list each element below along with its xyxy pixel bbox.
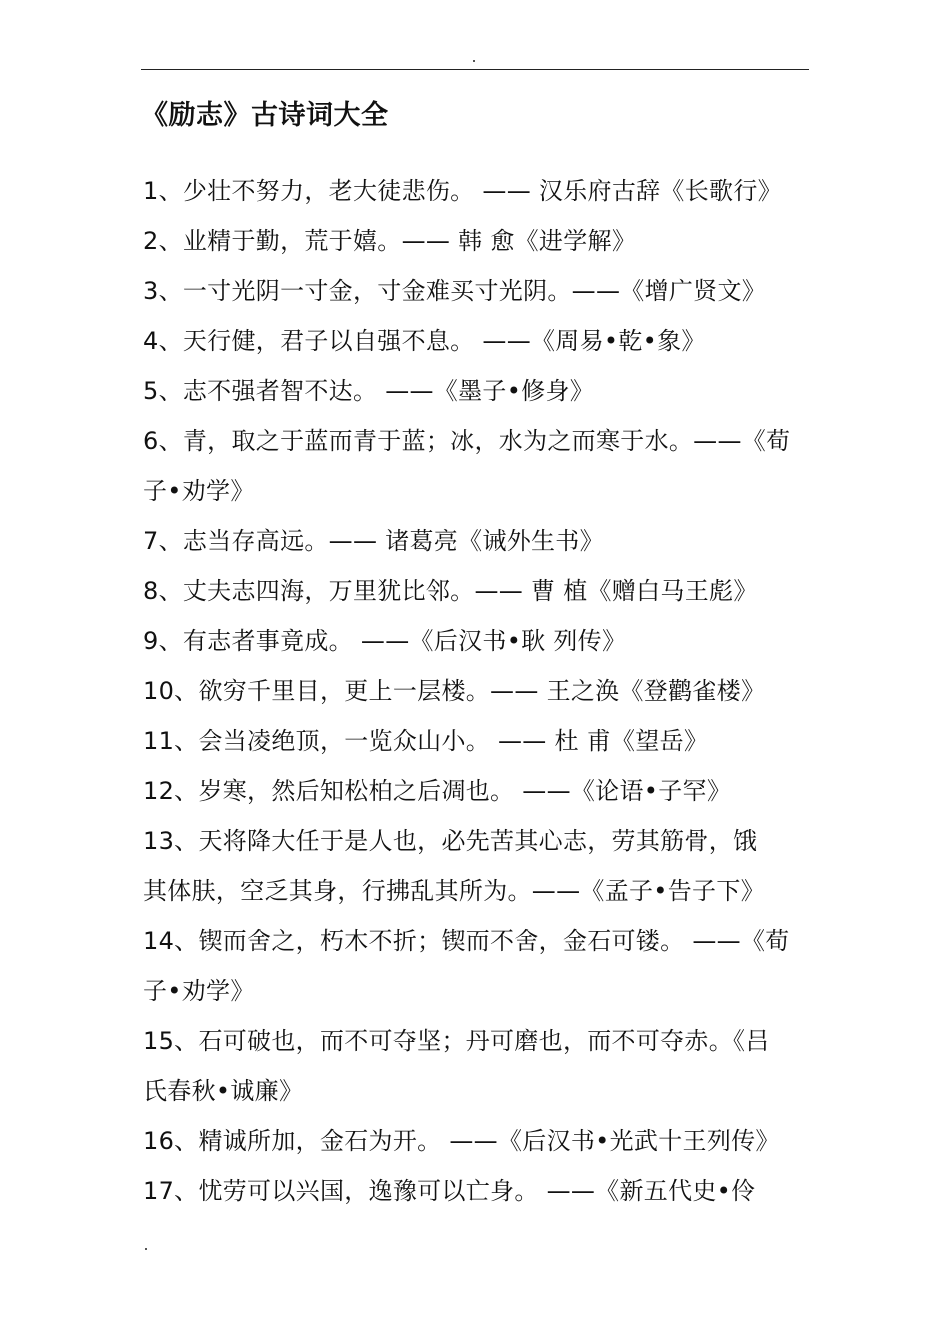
header-rule [141, 69, 809, 70]
document-title: 《励志》古诗词大全 [141, 100, 389, 131]
text-line: 17、忧劳可以兴国，逸豫可以亡身。 ——《新五代史•伶 [143, 1177, 756, 1205]
text-line: 13、天将降大任于是人也，必先苦其心志，劳其筋骨，饿 [143, 827, 758, 855]
text-line: 4、天行健，君子以自强不息。 ——《周易•乾•象》 [143, 327, 706, 355]
text-line: 10、欲穷千里目，更上一层楼。—— 王之涣《登鹳雀楼》 [143, 677, 766, 705]
footer-dot-mark [145, 1248, 147, 1250]
text-line: 14、锲而舍之，朽木不折；锲而不舍，金石可镂。 ——《荀 [143, 927, 790, 955]
text-line: 11、会当凌绝顶，一览众山小。 —— 杜 甫《望岳》 [143, 727, 709, 755]
text-line: 其体肤，空乏其身，行拂乱其所为。——《孟子•告子下》 [143, 877, 765, 905]
text-line: 15、石可破也，而不可夺坚；丹可磨也，而不可夺赤。《吕 [143, 1027, 770, 1055]
text-line: 氏春秋•诚廉》 [143, 1077, 304, 1105]
text-line: 9、有志者事竟成。 ——《后汉书•耿 列传》 [143, 627, 627, 655]
text-line: 16、精诚所加，金石为开。 ——《后汉书•光武十王列传》 [143, 1127, 780, 1155]
poem-list [143, 166, 811, 1216]
text-line: 子•劝学》 [143, 477, 255, 505]
text-line: 1、少壮不努力，老大徒悲伤。 —— 汉乐府古辞《长歌行》 [143, 177, 782, 205]
text-line: 5、志不强者智不达。 ——《墨子•修身》 [143, 377, 595, 405]
text-line: 7、志当存高远。—— 诸葛亮《诫外生书》 [143, 527, 604, 555]
header-dot-mark [473, 60, 475, 62]
text-line: 子•劝学》 [143, 977, 255, 1005]
text-line: 2、业精于勤，荒于嬉。—— 韩 愈《进学解》 [143, 227, 637, 255]
text-line: 12、岁寒，然后知松柏之后凋也。 ——《论语•子罕》 [143, 777, 732, 805]
text-line: 6、青，取之于蓝而青于蓝；冰，水为之而寒于水。——《荀 [143, 427, 791, 455]
text-line: 3、一寸光阴一寸金，寸金难买寸光阴。——《增广贤文》 [143, 277, 767, 305]
text-line: 8、丈夫志四海，万里犹比邻。—— 曹 植《赠白马王彪》 [143, 577, 758, 605]
